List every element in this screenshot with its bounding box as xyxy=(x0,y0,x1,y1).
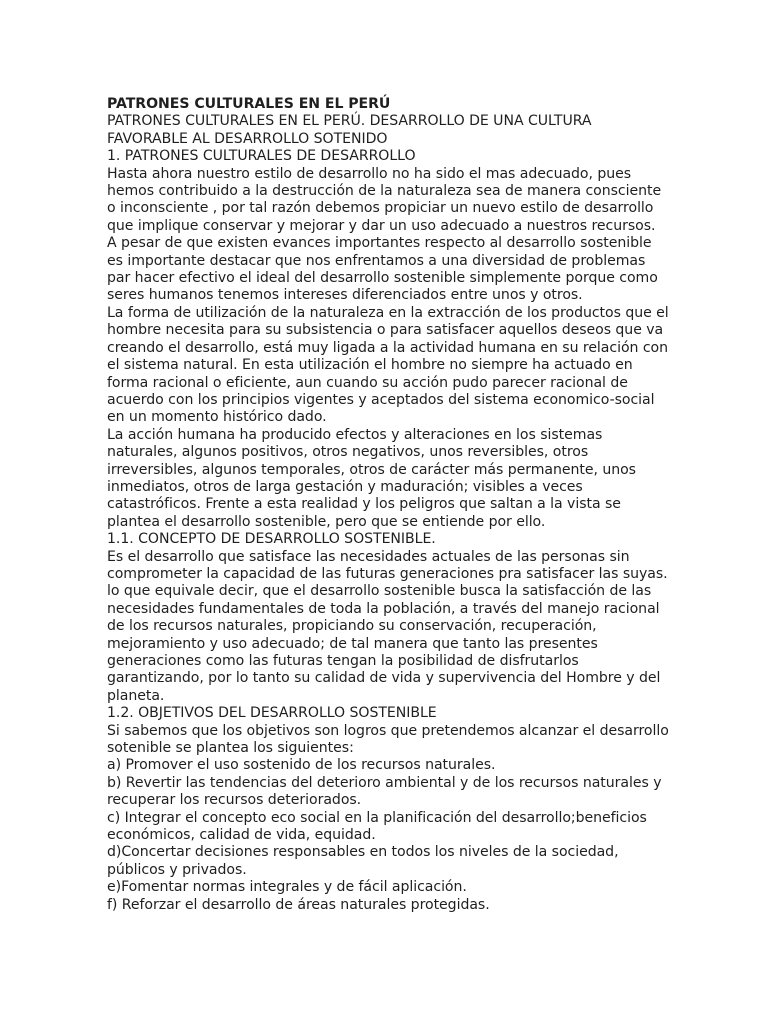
text-line: A pesar de que existen evances importantes respecto al desarrollo sostenible xyxy=(107,235,652,252)
text-line: públicos y privados. xyxy=(107,861,247,878)
text-line: económicos, calidad de vida, equidad. xyxy=(107,827,376,844)
text-line: Si sabemos que los objetivos son logros que pretendemos alcanzar el desarrollo xyxy=(107,722,669,739)
text-line: inmediatos, otros de larga gestación y maduración; visibles a veces xyxy=(107,478,583,495)
text-line: que implique conservar y mejorar y dar un uso adecuado a nuestros recursos. xyxy=(107,217,656,234)
text-line: lo que equivale decir, que el desarrollo sostenible busca la satisfacción de las xyxy=(107,583,652,600)
text-line: e)Fomentar normas integrales y de fácil aplicación. xyxy=(107,879,467,896)
text-line: Hasta ahora nuestro estilo de desarrollo no ha sido el mas adecuado, pues xyxy=(107,165,632,182)
text-line: es importante destacar que nos enfrentamos a una diversidad de problemas xyxy=(107,252,646,269)
text-line: Es el desarrollo que satisface las necesidades actuales de las personas sin xyxy=(107,548,630,565)
text-line: planeta. xyxy=(107,687,165,704)
text-line: 1. PATRONES CULTURALES DE DESARROLLO xyxy=(107,148,416,165)
document-body xyxy=(107,113,667,914)
text-line: 1.1. CONCEPTO DE DESARROLLO SOSTENIBLE. xyxy=(107,531,436,548)
text-line: La acción humana ha producido efectos y alteraciones en los sistemas xyxy=(107,426,603,443)
text-line: mejoramiento y uso adecuado; de tal manera que tanto las presentes xyxy=(107,635,598,652)
text-line: plantea el desarrollo sostenible, pero que se entiende por ello. xyxy=(107,513,546,530)
text-line: PATRONES CULTURALES EN EL PERÚ. DESARROLLO DE UNA CULTURA xyxy=(107,113,592,130)
text-line: FAVORABLE AL DESARROLLO SOTENIDO xyxy=(107,130,388,147)
text-line: b) Revertir las tendencias del deterioro ambiental y de los recursos naturales y xyxy=(107,774,662,791)
text-line: en un momento histórico dado. xyxy=(107,409,327,426)
text-line: acuerdo con los principios vigentes y aceptados del sistema economico-social xyxy=(107,391,655,408)
text-line: creando el desarrollo, está muy ligada a la actividad humana en su relación con xyxy=(107,339,668,356)
text-line: recuperar los recursos deteriorados. xyxy=(107,792,362,809)
document-page xyxy=(107,96,667,914)
text-line: catastróficos. Frente a esta realidad y los peligros que saltan a la vista se xyxy=(107,496,621,513)
text-line: La forma de utilización de la naturaleza en la extracción de los productos que el xyxy=(107,304,669,321)
text-line: sotenible se plantea los siguientes: xyxy=(107,740,354,757)
text-line: hemos contribuido a la destrucción de la naturaleza sea de manera consciente xyxy=(107,183,662,200)
text-line: el sistema natural. En esta utilización el hombre no siempre ha actuado en xyxy=(107,357,633,374)
text-line: comprometer la capacidad de las futuras generaciones pra satisfacer las suyas. xyxy=(107,565,668,582)
text-line: par hacer efectivo el ideal del desarrollo sostenible simplemente porque como xyxy=(107,270,658,287)
text-line: generaciones como las futuras tengan la posibilidad de disfrutarlos xyxy=(107,653,579,669)
text-line: garantizando, por lo tanto su calidad de vida y supervivencia del Hombre y del xyxy=(107,670,661,687)
text-line: de los recursos naturales, propiciando su conservación, recuperación, xyxy=(107,618,597,635)
text-line: forma racional o eficiente, aun cuando su acción pudo parecer racional de xyxy=(107,374,628,391)
text-line: seres humanos tenemos intereses diferenciados entre unos y otros. xyxy=(107,287,583,304)
text-line: o inconsciente , por tal razón debemos propiciar un nuevo estilo de desarrollo xyxy=(107,200,654,217)
text-line: hombre necesita para su subsistencia o para satisfacer aquellos deseos que va xyxy=(107,322,664,339)
text-line: irreversibles, algunos temporales, otros de carácter más permanente, unos xyxy=(107,461,636,478)
text-line: d)Concertar decisiones responsables en todos los niveles de la sociedad, xyxy=(107,844,619,861)
text-line: f) Reforzar el desarrollo de áreas naturales protegidas. xyxy=(107,896,490,913)
text-line: c) Integrar el concepto eco social en la planificación del desarrollo;beneficios xyxy=(107,809,647,826)
text-line: a) Promover el uso sostenido de los recursos naturales. xyxy=(107,757,496,774)
text-line: 1.2. OBJETIVOS DEL DESARROLLO SOSTENIBLE xyxy=(107,705,437,722)
text-line: necesidades fundamentales de toda la población, a través del manejo racional xyxy=(107,600,660,617)
document-title: PATRONES CULTURALES EN EL PERÚ xyxy=(107,96,391,112)
text-line: naturales, algunos positivos, otros negativos, unos reversibles, otros xyxy=(107,444,589,461)
